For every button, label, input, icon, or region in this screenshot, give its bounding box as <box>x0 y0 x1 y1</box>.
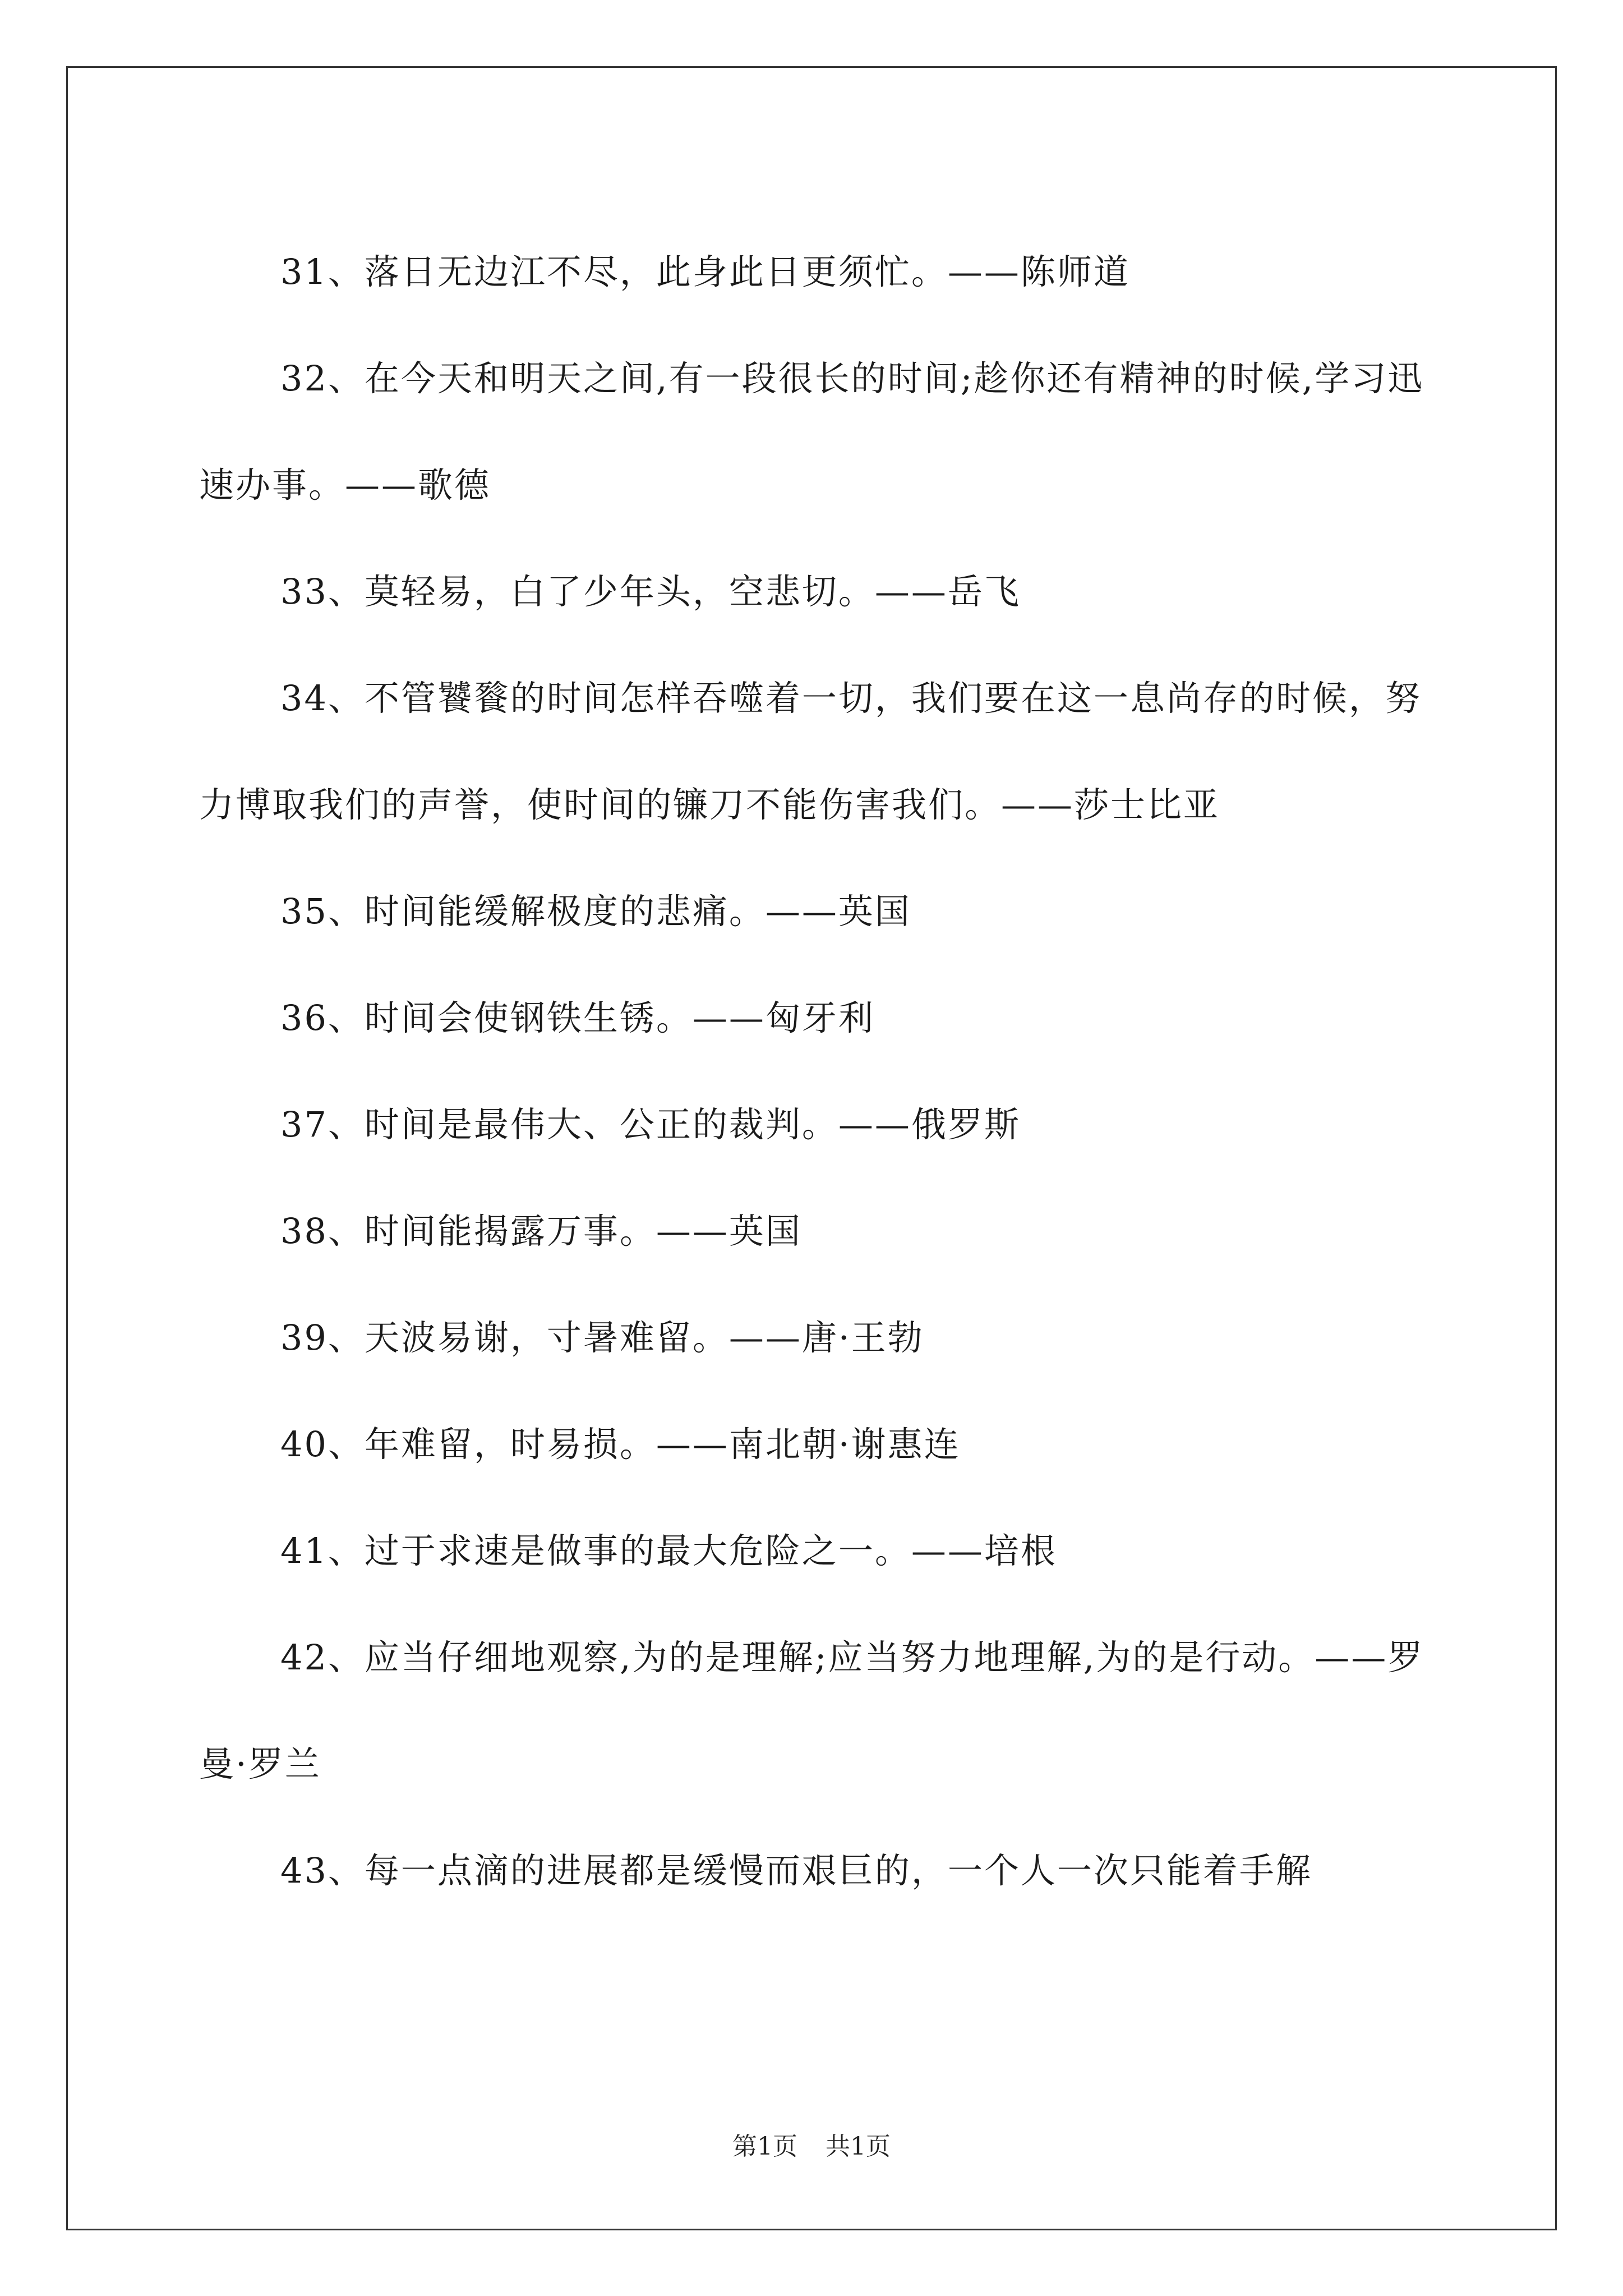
quote-paragraph: 41、过于求速是做事的最大危险之一。——培根 <box>280 1530 1057 1571</box>
quote-paragraph: 32、在今天和明天之间,有一段很长的时间;趁你还有精神的时候,学习迅速办事。——歌德 <box>199 358 1424 505</box>
quote-paragraph: 43、每一点滴的进展都是缓慢而艰巨的，一个人一次只能着手解 <box>280 1850 1312 1891</box>
quote-paragraph: 37、时间是最伟大、公正的裁判。——俄罗斯 <box>280 1104 1021 1145</box>
page-total: 共1页 <box>826 2132 891 2161</box>
quote-paragraph: 34、不管饕餮的时间怎样吞噬着一切，我们要在这一息尚存的时候，努力博取我们的声誉，使时间的镰刀不能伤害我们。——莎士比亚 <box>199 678 1422 825</box>
page-number: 第1页 <box>732 2132 797 2161</box>
quote-paragraph: 36、时间会使钢铁生锈。——匈牙利 <box>280 997 875 1038</box>
quote-paragraph: 40、年难留，时易损。——南北朝·谢惠连 <box>280 1424 961 1465</box>
quote-paragraph: 33、莫轻易，白了少年头，空悲切。——岳飞 <box>280 571 1021 612</box>
quote-paragraph: 35、时间能缓解极度的悲痛。——英国 <box>280 891 911 932</box>
quote-paragraph: 38、时间能揭露万事。——英国 <box>280 1211 802 1251</box>
quote-paragraph: 31、落日无边江不尽，此身此日更须忙。——陈师道 <box>280 251 1130 292</box>
document-body <box>199 219 1433 1924</box>
page-footer <box>0 2126 1623 2162</box>
quote-paragraph: 39、天波易谢，寸暑难留。——唐·王勃 <box>280 1317 924 1358</box>
quote-paragraph: 42、应当仔细地观察,为的是理解;应当努力地理解,为的是行动。——罗曼·罗兰 <box>199 1637 1424 1784</box>
